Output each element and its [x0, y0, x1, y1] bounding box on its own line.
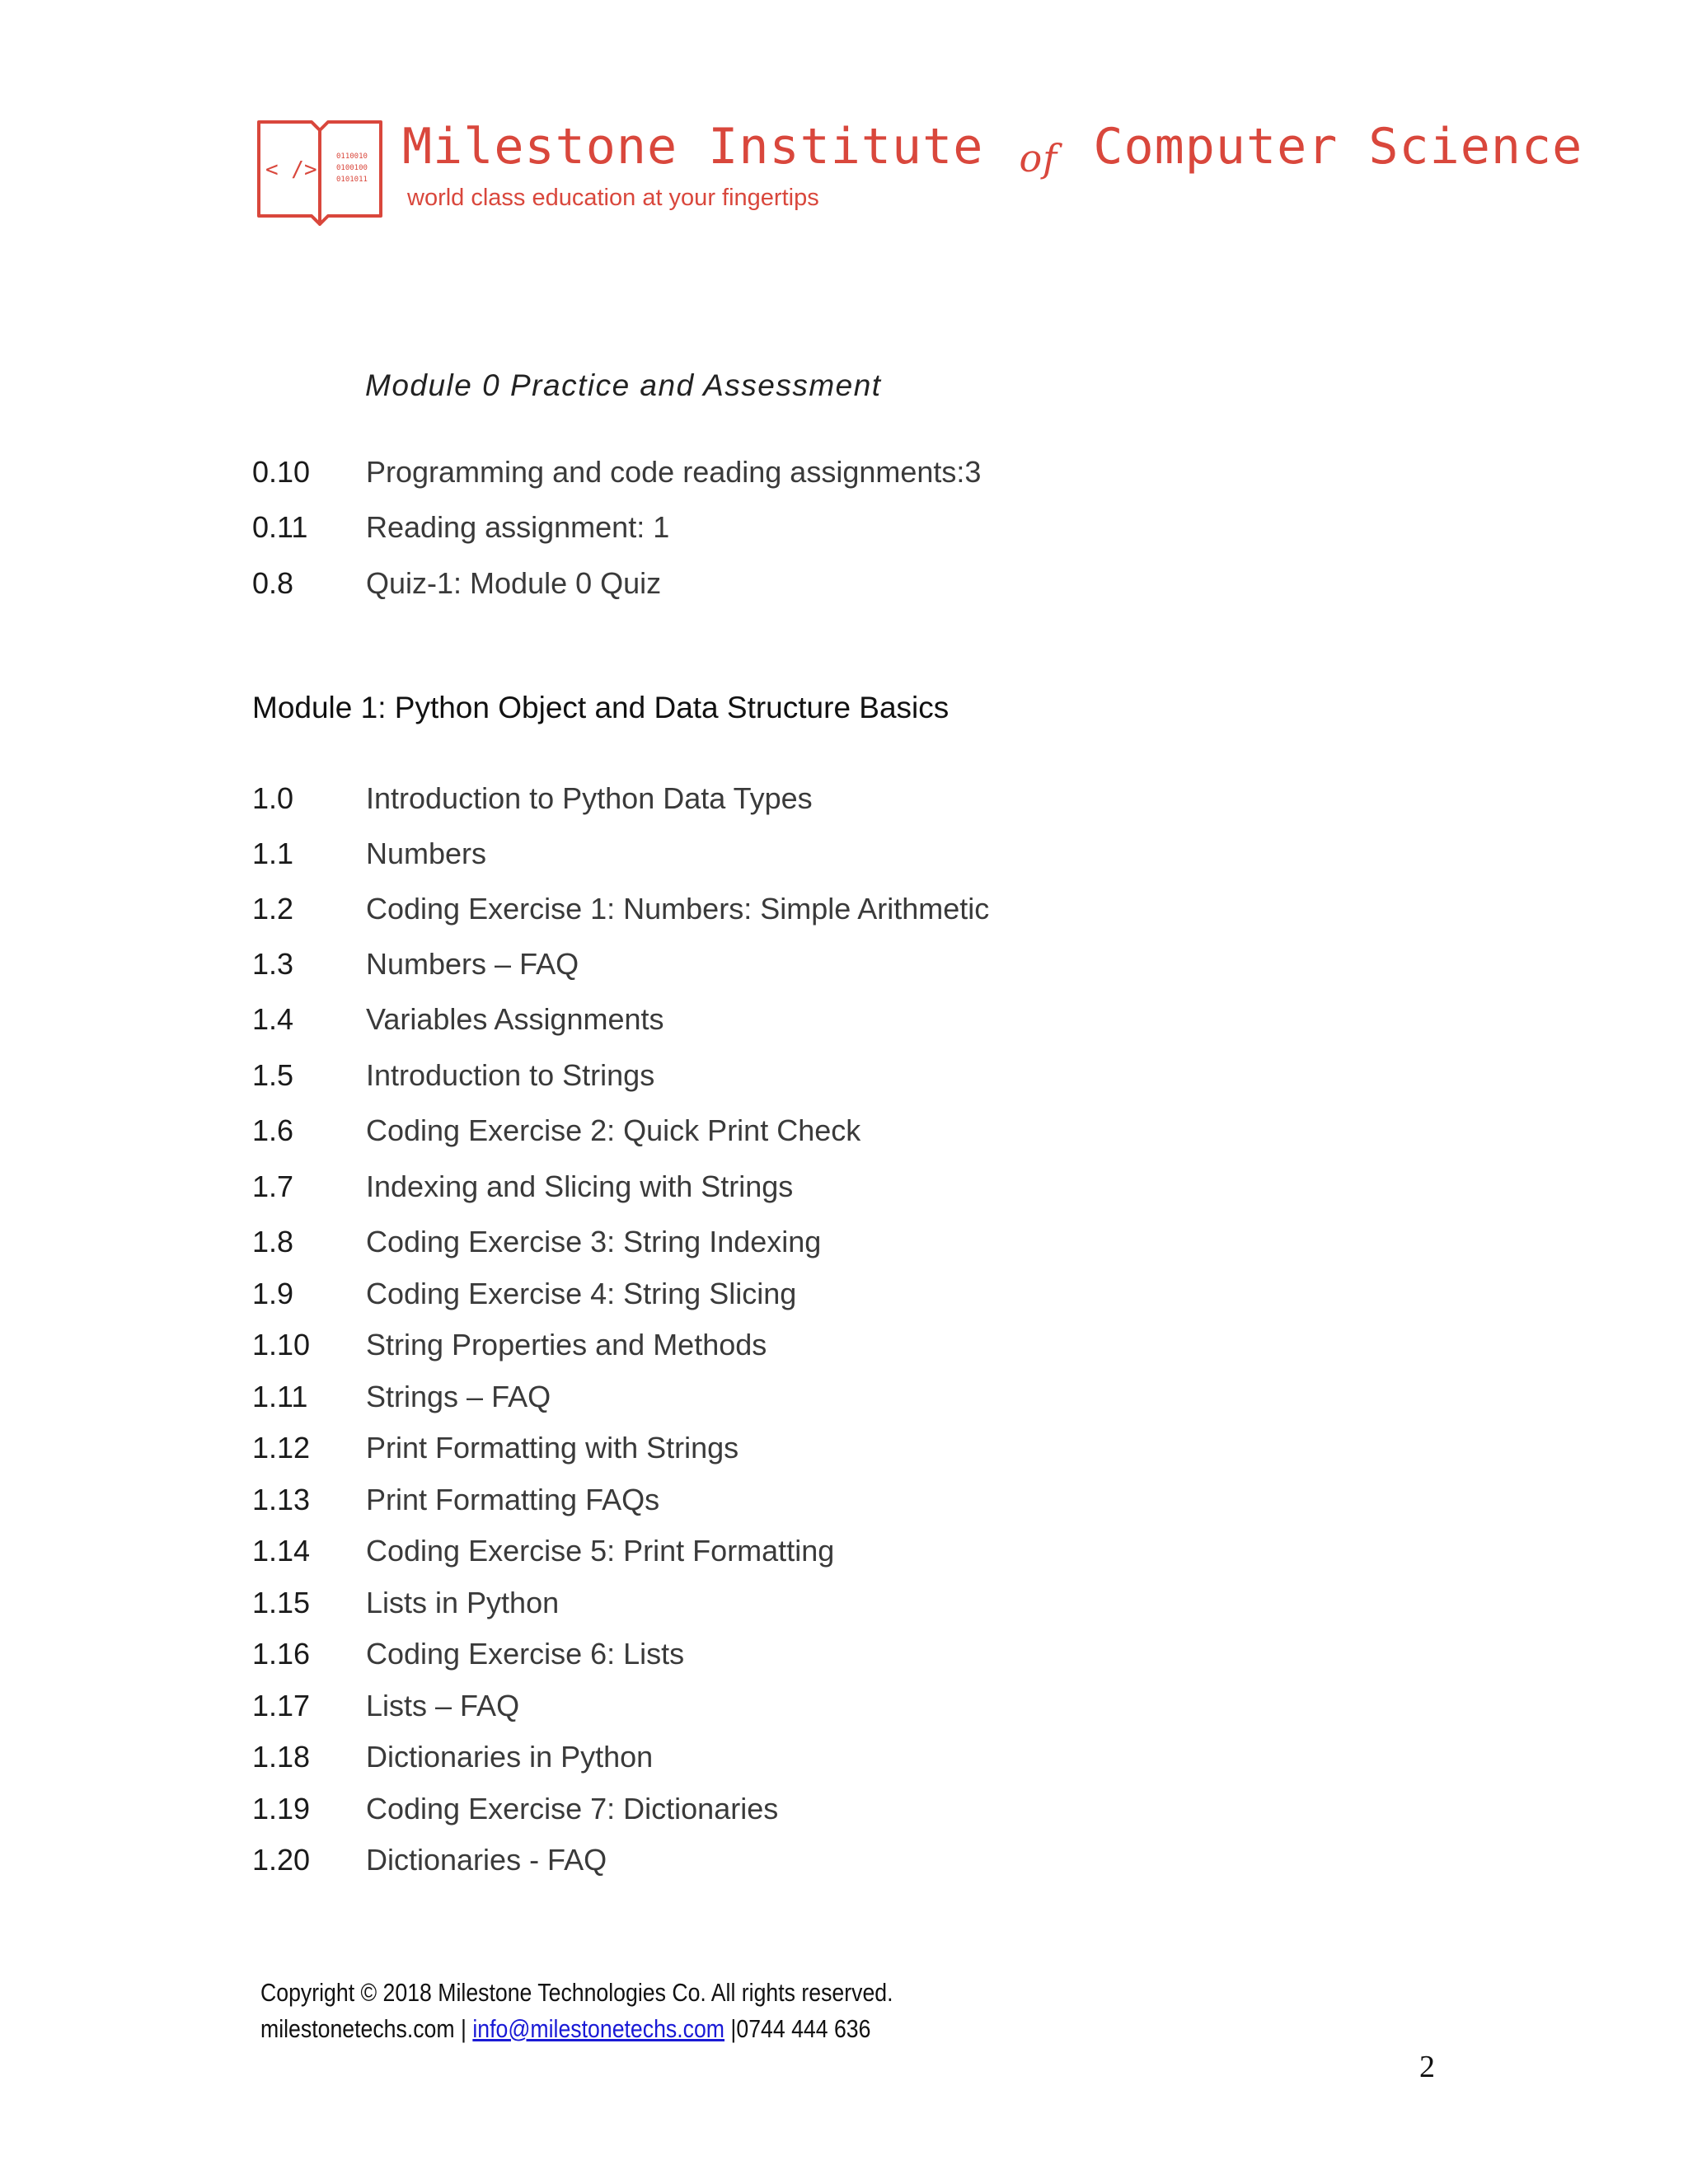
- item-label: Coding Exercise 5: Print Formatting: [366, 1534, 835, 1568]
- item-number: 0.8: [252, 566, 294, 600]
- item-number: 1.12: [252, 1431, 311, 1465]
- item-label: Coding Exercise 4: String Slicing: [366, 1277, 797, 1310]
- item-number: 1.13: [252, 1483, 311, 1516]
- institute-name-part2: Computer Science: [1093, 118, 1583, 176]
- open-book-code-logo-icon: [254, 119, 386, 226]
- module-1-title: Module 1: Python Object and Data Structure Basics: [252, 691, 950, 724]
- item-label: Lists – FAQ: [366, 1689, 520, 1722]
- item-number: 1.11: [252, 1380, 308, 1413]
- item-label: Coding Exercise 3: String Indexing: [366, 1225, 822, 1258]
- item-label: Introduction to Strings: [366, 1058, 655, 1092]
- institute-name-of: of: [1019, 136, 1058, 180]
- item-number: 1.14: [252, 1534, 311, 1568]
- item-label: Variables Assignments: [366, 1002, 664, 1036]
- item-number: 1.9: [252, 1277, 294, 1310]
- email-link[interactable]: info@milestonetechs.com: [472, 2014, 725, 2043]
- item-label: Coding Exercise 2: Quick Print Check: [366, 1113, 861, 1147]
- logo-binary-line: 0110010: [336, 152, 368, 161]
- separator: |: [461, 2014, 467, 2043]
- item-number: 1.8: [252, 1225, 294, 1258]
- item-label: Print Formatting FAQs: [366, 1483, 660, 1516]
- item-label: Indexing and Slicing with Strings: [366, 1169, 794, 1203]
- item-number: 1.15: [252, 1586, 311, 1619]
- logo-binary-line: 0101011: [336, 176, 368, 184]
- item-number: 1.17: [252, 1689, 311, 1722]
- page-footer: [260, 1975, 893, 2047]
- separator: |: [730, 2014, 737, 2043]
- institute-name: [402, 118, 1583, 180]
- institute-name-part1: Milestone Institute: [402, 118, 984, 176]
- logo-binary-line: 0100100: [336, 164, 368, 172]
- item-number: 1.19: [252, 1792, 311, 1825]
- item-number: 1.3: [252, 947, 294, 981]
- item-label: Dictionaries - FAQ: [366, 1843, 607, 1877]
- item-label: Quiz-1: Module 0 Quiz: [366, 566, 662, 600]
- item-label: Numbers – FAQ: [366, 947, 579, 981]
- item-number: 1.10: [252, 1328, 311, 1361]
- module-0-title: Module 0 Practice and Assessment: [365, 368, 882, 402]
- item-number: 1.20: [252, 1843, 311, 1877]
- item-number: 1.4: [252, 1002, 294, 1036]
- item-label: Print Formatting with Strings: [366, 1431, 739, 1465]
- phone-text: 0744 444 636: [736, 2014, 871, 2043]
- item-number: 1.0: [252, 781, 294, 815]
- item-number: 1.1: [252, 837, 294, 870]
- item-label: Coding Exercise 6: Lists: [366, 1637, 685, 1671]
- logo-code-glyph: < />: [265, 157, 317, 182]
- item-number: 1.2: [252, 892, 294, 926]
- item-number: 1.6: [252, 1113, 294, 1147]
- item-number: 1.5: [252, 1058, 294, 1092]
- item-label: Coding Exercise 7: Dictionaries: [366, 1792, 779, 1825]
- item-number: 1.7: [252, 1169, 294, 1203]
- item-label: Numbers: [366, 837, 487, 870]
- item-label: Introduction to Python Data Types: [366, 781, 813, 815]
- item-label: Strings – FAQ: [366, 1380, 551, 1413]
- item-number: 0.10: [252, 455, 311, 489]
- institute-tagline: world class education at your fingertips: [407, 185, 819, 211]
- copyright-text: Copyright © 2018 Milestone Technologies Co. All rights reserved.: [260, 1978, 893, 2007]
- item-label: Dictionaries in Python: [366, 1740, 654, 1774]
- item-number: 0.11: [252, 510, 308, 544]
- item-number: 1.16: [252, 1637, 311, 1671]
- contact-line: [260, 2011, 893, 2047]
- item-label: String Properties and Methods: [366, 1328, 767, 1361]
- item-number: 1.18: [252, 1740, 311, 1774]
- item-label: Lists in Python: [366, 1586, 560, 1619]
- item-label: Programming and code reading assignments:3: [366, 455, 982, 489]
- website-text: milestonetechs.com: [260, 2014, 455, 2043]
- item-label: Coding Exercise 1: Numbers: Simple Arithmetic: [366, 892, 990, 926]
- page-number: 2: [1419, 2050, 1435, 2084]
- institute-header: [254, 118, 1583, 234]
- item-label: Reading assignment: 1: [366, 510, 670, 544]
